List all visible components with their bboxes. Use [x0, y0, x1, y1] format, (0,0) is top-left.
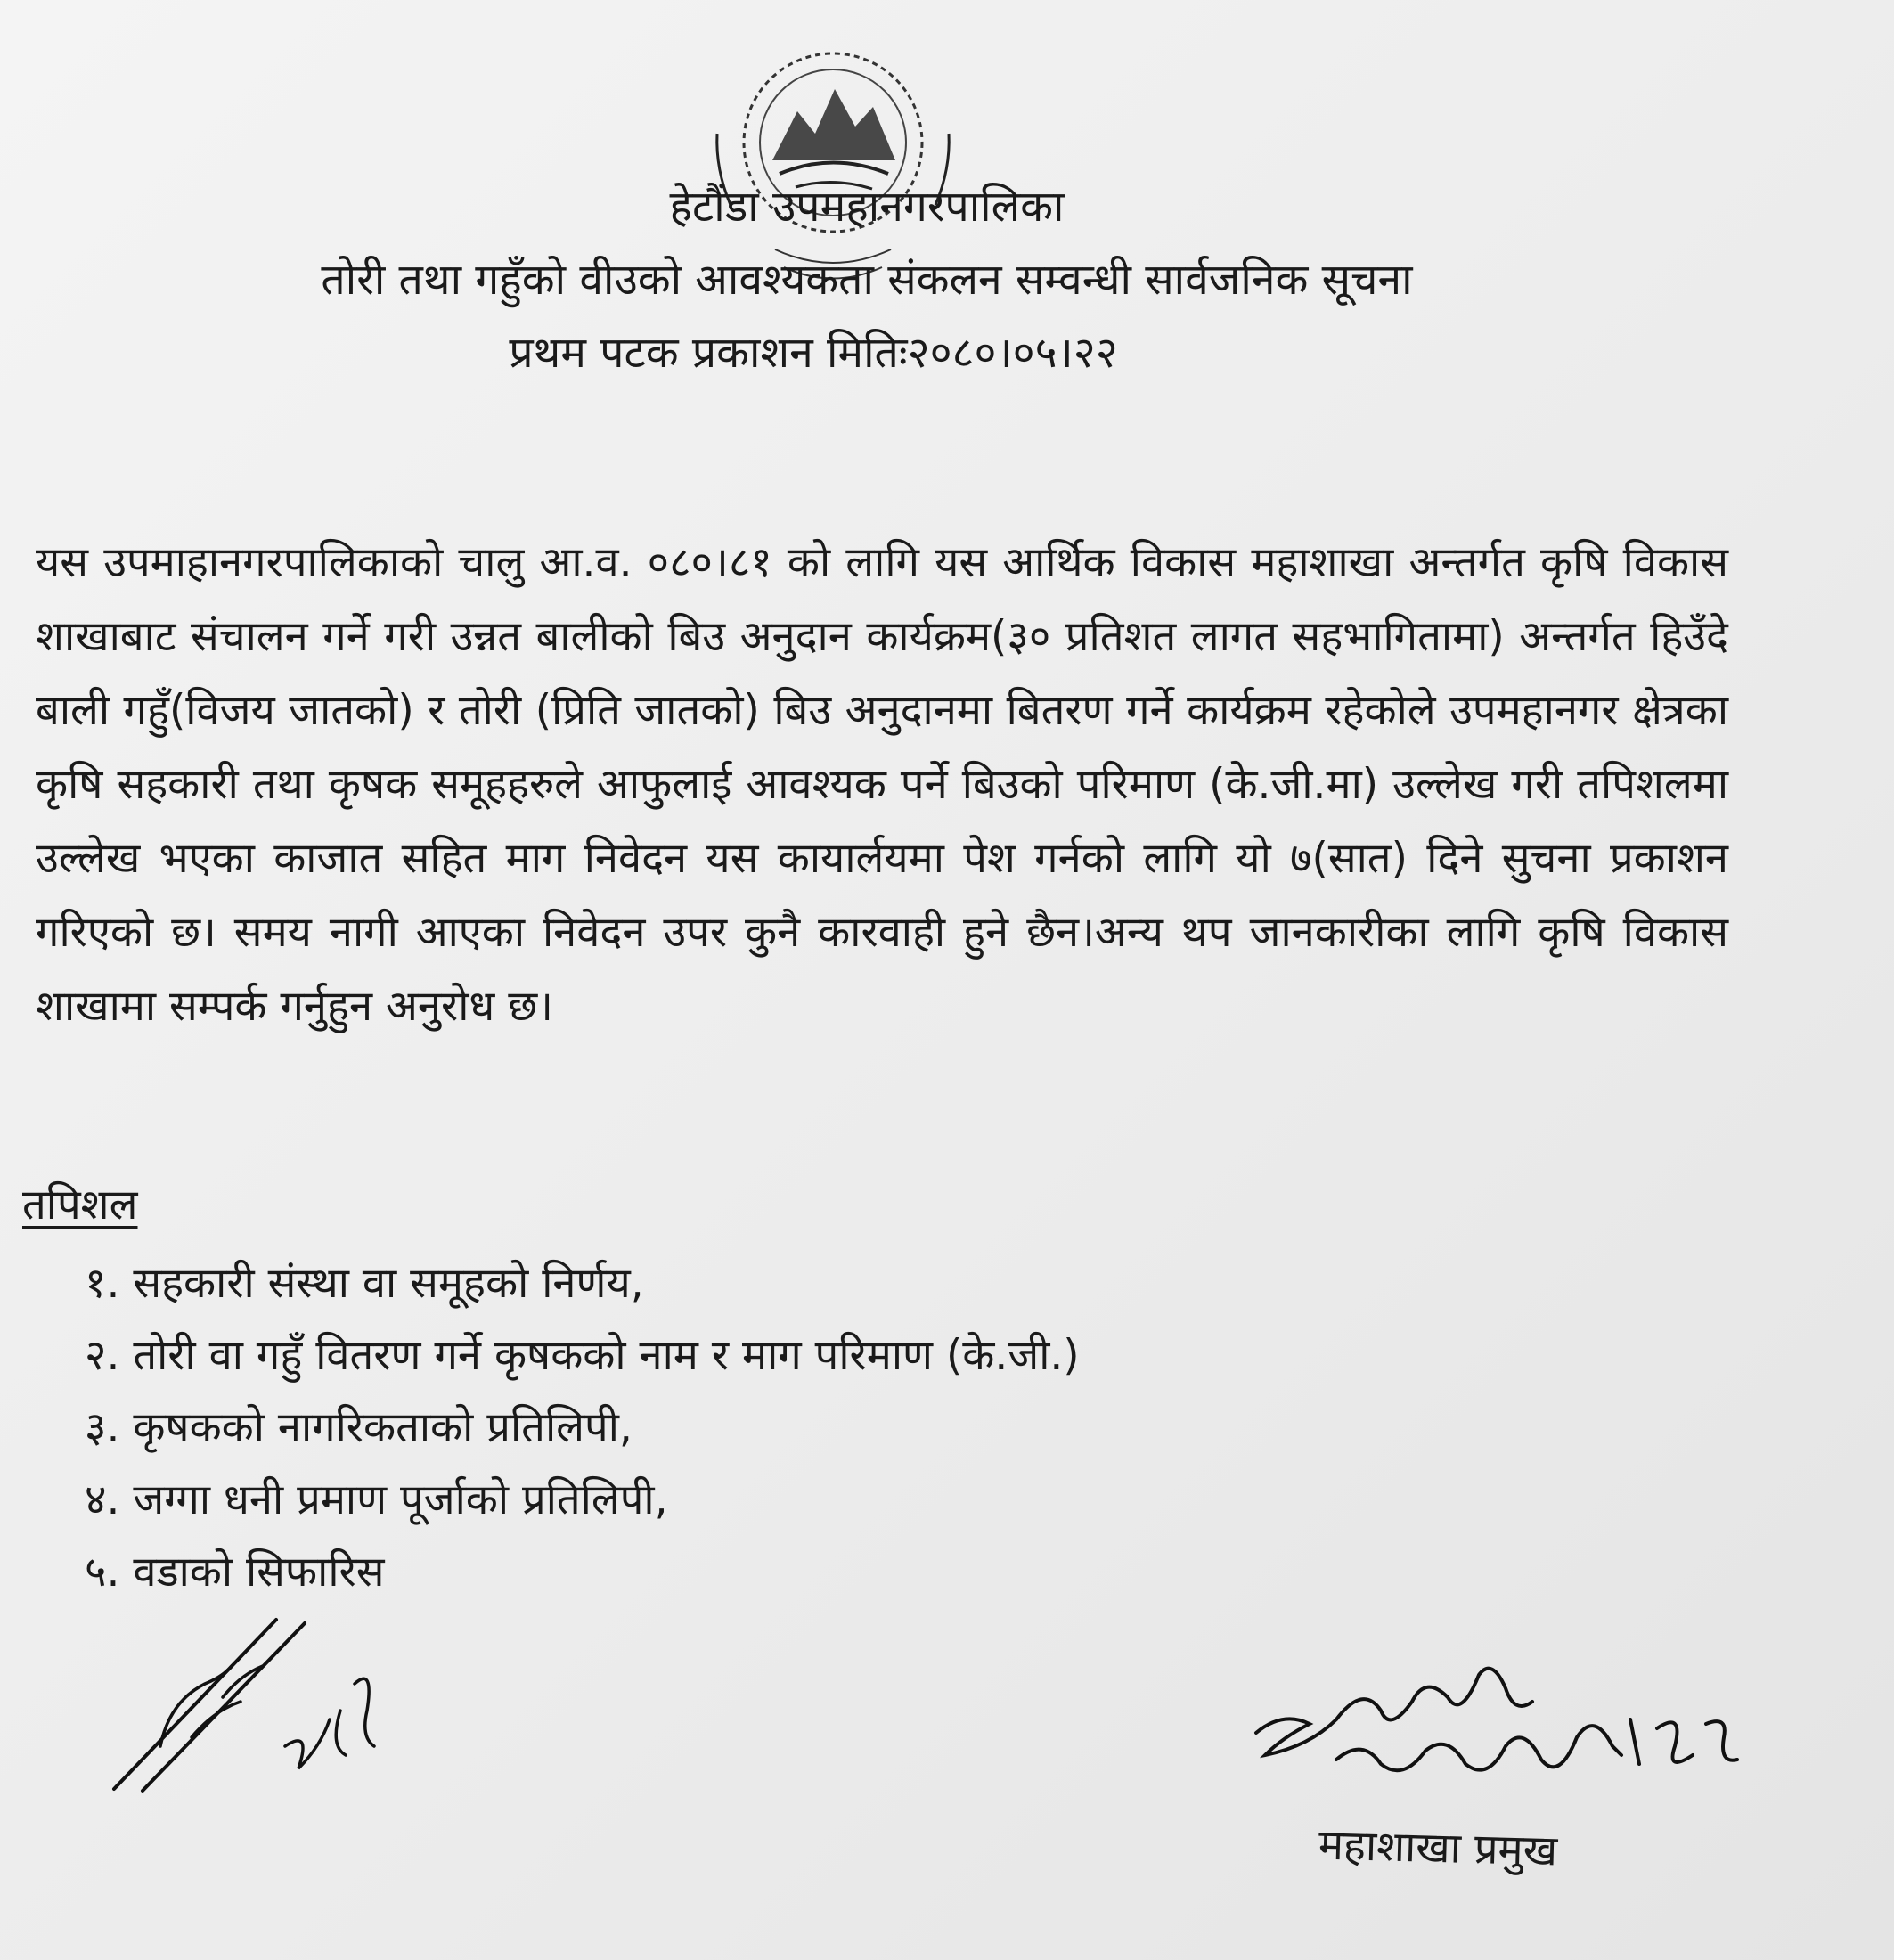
notice-title: तोरी तथा गहुँको वीउको आवश्यकता संकलन सम्वन्धी सार्वजनिक सूचना	[321, 255, 1413, 305]
notice-paragraph: यस उपमाहानगरपालिकाको चालु आ.व. ०८०।८१ को लागि यस आर्थिक विकास महाशाखा अन्तर्गत कृषि विकास शाखाबाट संचालन गर्ने गरी उन्नत बालीको बिउ अनुदान कार्यक्रम(३० प्रतिशत लागत सहभागितामा) अन्तर्गत हिउँदे बाली गहुँ(विजय जातको) र तोरी (प्रिति जातको) बिउ अनुदानमा बितरण गर्ने कार्यक्रम रहेकोले उपमहानगर क्षेत्रका कृषि सहकारी तथा कृषक समूहहरुले आफुलाई आवश्यक पर्ने बिउको परिमाण (के.जी.मा) उल्लेख गरी तपिशलमा उल्लेख भएका काजात सहित माग निवेदन यस कायार्लयमा पेश गर्नको लागि यो ७(सात) दिने सुचना प्रकाशन गरिएको छ। समय नागी आएका निवेदन उपर कुनै कारवाही हुने छैन।अन्य थप जानकारीका लागि कृषि विकास शाखामा सम्पर्क गर्नुहुन अनुरोध छ।	[36, 538, 1728, 1031]
signatory-title: महाशाखा प्रमुख	[1318, 1820, 1558, 1876]
signature-icon	[1247, 1648, 1746, 1800]
required-documents-list	[85, 1247, 1080, 1608]
publish-date: प्रथम पटक प्रकाशन मितिः२०८०।०५।२२	[509, 328, 1118, 378]
initial-signature-icon	[107, 1613, 401, 1800]
list-item: ३. कृषकको नागरिकताको प्रतिलिपी,	[85, 1403, 633, 1452]
list-item: ५. वडाको सिफारिस	[85, 1548, 385, 1597]
list-item: २. तोरी वा गहुँ वितरण गर्ने कृषकको नाम र माग परिमाण (के.जी.)	[85, 1331, 1080, 1380]
list-item: १. सहकारी संस्था वा समूहको निर्णय,	[85, 1259, 644, 1308]
list-item: ४. जग्गा धनी प्रमाण पूर्जाको प्रतिलिपी,	[85, 1475, 668, 1524]
office-name: हेटौंडा उपमहानगरपालिका	[669, 182, 1065, 232]
list-title: तपिशल	[22, 1180, 138, 1229]
